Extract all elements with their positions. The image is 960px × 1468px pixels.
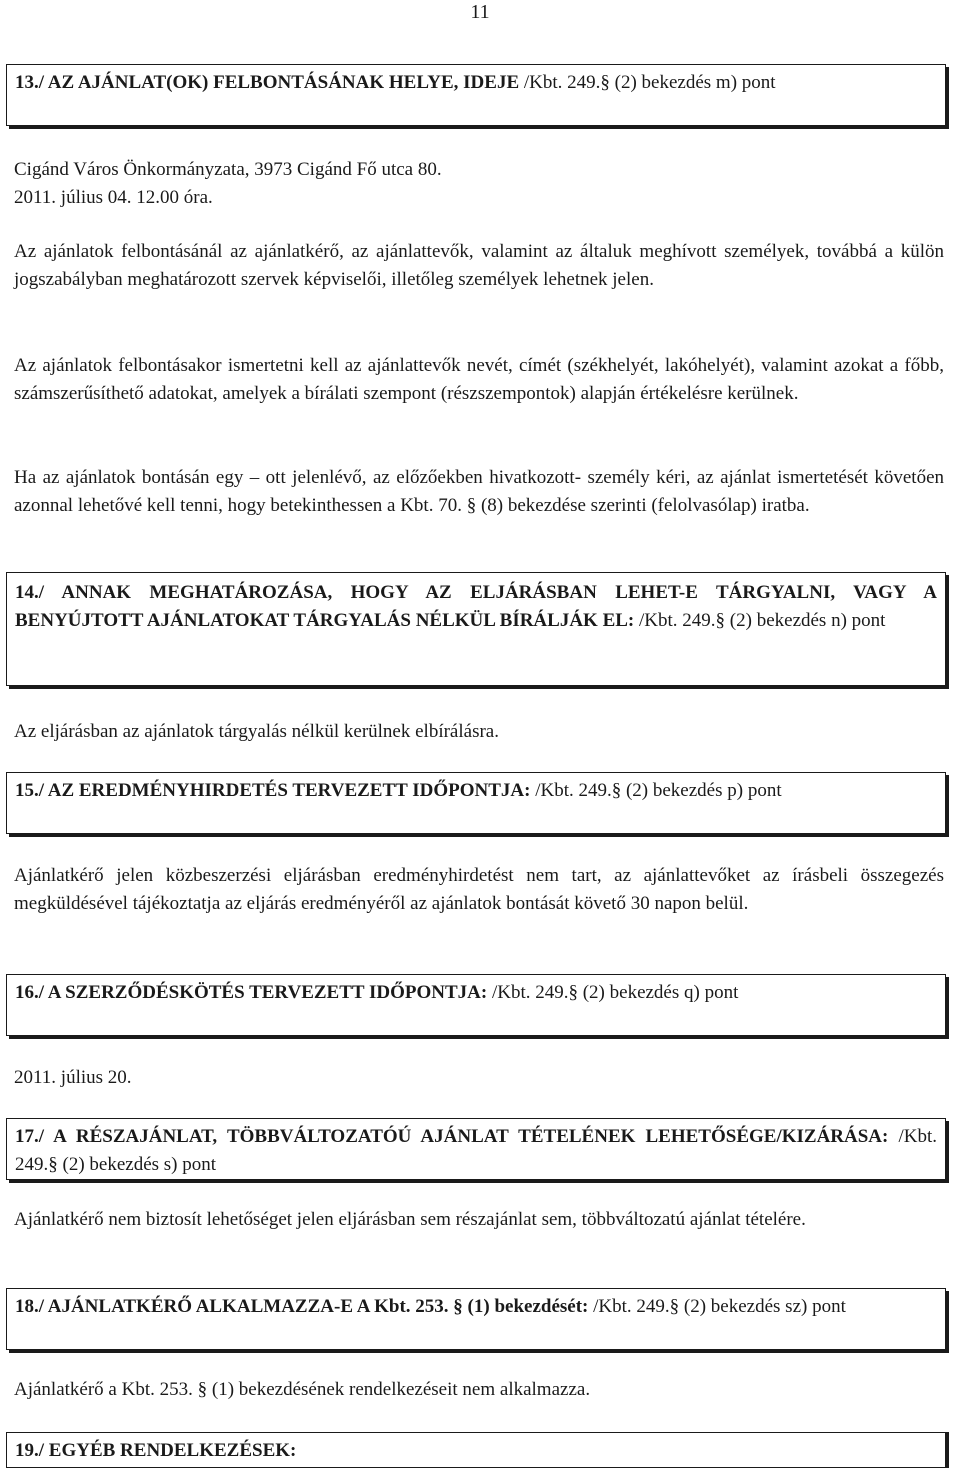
section-13-paragraph-1: Az ajánlatok felbontásánál az ajánlatkérő, az ajánlattevők, valamint az általuk meghívott személyek, továbbá a külön jogszabályban meghatározott szervek képviselői, illetőleg személyek lehetnek jelen. bbox=[14, 241, 944, 290]
section-17-heading-title: 17./ A RÉSZAJÁNLAT, TÖBBVÁLTOZATÓÚ AJÁNLAT TÉTELÉNEK LEHETŐSÉGE/KIZÁRÁSA: bbox=[15, 1126, 889, 1147]
section-18-text: Ajánlatkérő a Kbt. 253. § (1) bekezdésének rendelkezéseit nem alkalmazza. bbox=[14, 1379, 591, 1400]
section-13-heading-title: 13./ AZ AJÁNLAT(OK) FELBONTÁSÁNAK HELYE, IDEJE bbox=[15, 72, 520, 93]
section-15-text: Ajánlatkérő jelen közbeszerzési eljárásban eredményhirdetést nem tart, az ajánlattevőket az írásbeli összegezés megküldésével tájékoztatja az eljárás eredményéről az ajánlatok bontását követő 30 napon belül. bbox=[14, 865, 944, 914]
section-14-heading-ref: /Kbt. 249.§ (2) bekezdés n) pont bbox=[634, 610, 886, 631]
section-15-heading-box bbox=[6, 772, 946, 834]
section-17-heading-ref: /Kbt. 249.§ (2) bekezdés s) pont bbox=[15, 1126, 937, 1175]
section-16-text: 2011. július 20. bbox=[14, 1067, 132, 1088]
section-14-heading-title: 14./ ANNAK MEGHATÁROZÁSA, HOGY AZ ELJÁRÁSBAN LEHET-E TÁRGYALNI, VAGY A BENYÚJTOTT AJÁNLATOKAT TÁRGYALÁS NÉLKÜL BÍRÁLJÁK EL: bbox=[15, 582, 937, 631]
section-18-heading-box bbox=[6, 1288, 946, 1350]
section-15-heading bbox=[15, 777, 937, 805]
section-13-heading bbox=[15, 69, 937, 97]
section-16-heading bbox=[15, 979, 937, 1007]
section-18-heading-ref: /Kbt. 249.§ (2) bekezdés sz) pont bbox=[588, 1296, 846, 1317]
section-13-heading-box bbox=[6, 64, 946, 126]
section-18-heading bbox=[15, 1293, 937, 1321]
section-16-heading-box bbox=[6, 974, 946, 1036]
section-13-paragraph-3: Ha az ajánlatok bontásán egy – ott jelenlévő, az előzőekben hivatkozott- személy kéri, az ajánlat ismertetését követően azonnal lehetővé kell tenni, hogy betekinthessen a Kbt. 70. § (8) bekezdése szerinti (felolvasólap) iratba. bbox=[14, 467, 944, 516]
section-19-heading bbox=[15, 1437, 937, 1465]
section-13-paragraph-2: Az ajánlatok felbontásakor ismertetni kell az ajánlattevők nevét, címét (székhelyét, lakóhelyét), valamint azokat a főbb, számszerűsíthető adatokat, amelyek a bírálati szempont (részszempontok) alapján értékelésre kerülnek. bbox=[14, 355, 944, 404]
section-17-heading-box bbox=[6, 1118, 946, 1180]
page-number: 11 bbox=[470, 1, 490, 23]
section-18-heading-title: 18./ AJÁNLATKÉRŐ ALKALMAZZA-E A Kbt. 253. § (1) bekezdését: bbox=[15, 1296, 589, 1317]
section-14-heading bbox=[15, 579, 937, 635]
section-16-heading-ref: /Kbt. 249.§ (2) bekezdés q) pont bbox=[487, 982, 739, 1003]
section-13-heading-ref: /Kbt. 249.§ (2) bekezdés m) pont bbox=[519, 72, 776, 93]
section-14-text: Az eljárásban az ajánlatok tárgyalás nélkül kerülnek elbírálásra. bbox=[14, 721, 499, 742]
section-15-heading-ref: /Kbt. 249.§ (2) bekezdés p) pont bbox=[530, 780, 782, 801]
section-16-heading-title: 16./ A SZERZŐDÉSKÖTÉS TERVEZETT IDŐPONTJA: bbox=[15, 982, 488, 1003]
section-13-date: 2011. július 04. 12.00 óra. bbox=[14, 187, 213, 208]
section-15-heading-title: 15./ AZ EREDMÉNYHIRDETÉS TERVEZETT IDŐPONTJA: bbox=[15, 780, 531, 801]
section-17-heading bbox=[15, 1123, 937, 1179]
section-14-heading-box bbox=[6, 572, 946, 686]
section-19-heading-title: 19./ EGYÉB RENDELKEZÉSEK: bbox=[15, 1440, 297, 1461]
section-17-text: Ajánlatkérő nem biztosít lehetőséget jelen eljárásban sem részajánlat sem, többváltozatú ajánlat tételére. bbox=[14, 1209, 806, 1230]
section-13-place: Cigánd Város Önkormányzata, 3973 Cigánd Fő utca 80. bbox=[14, 159, 442, 180]
section-19-heading-box bbox=[6, 1432, 946, 1468]
